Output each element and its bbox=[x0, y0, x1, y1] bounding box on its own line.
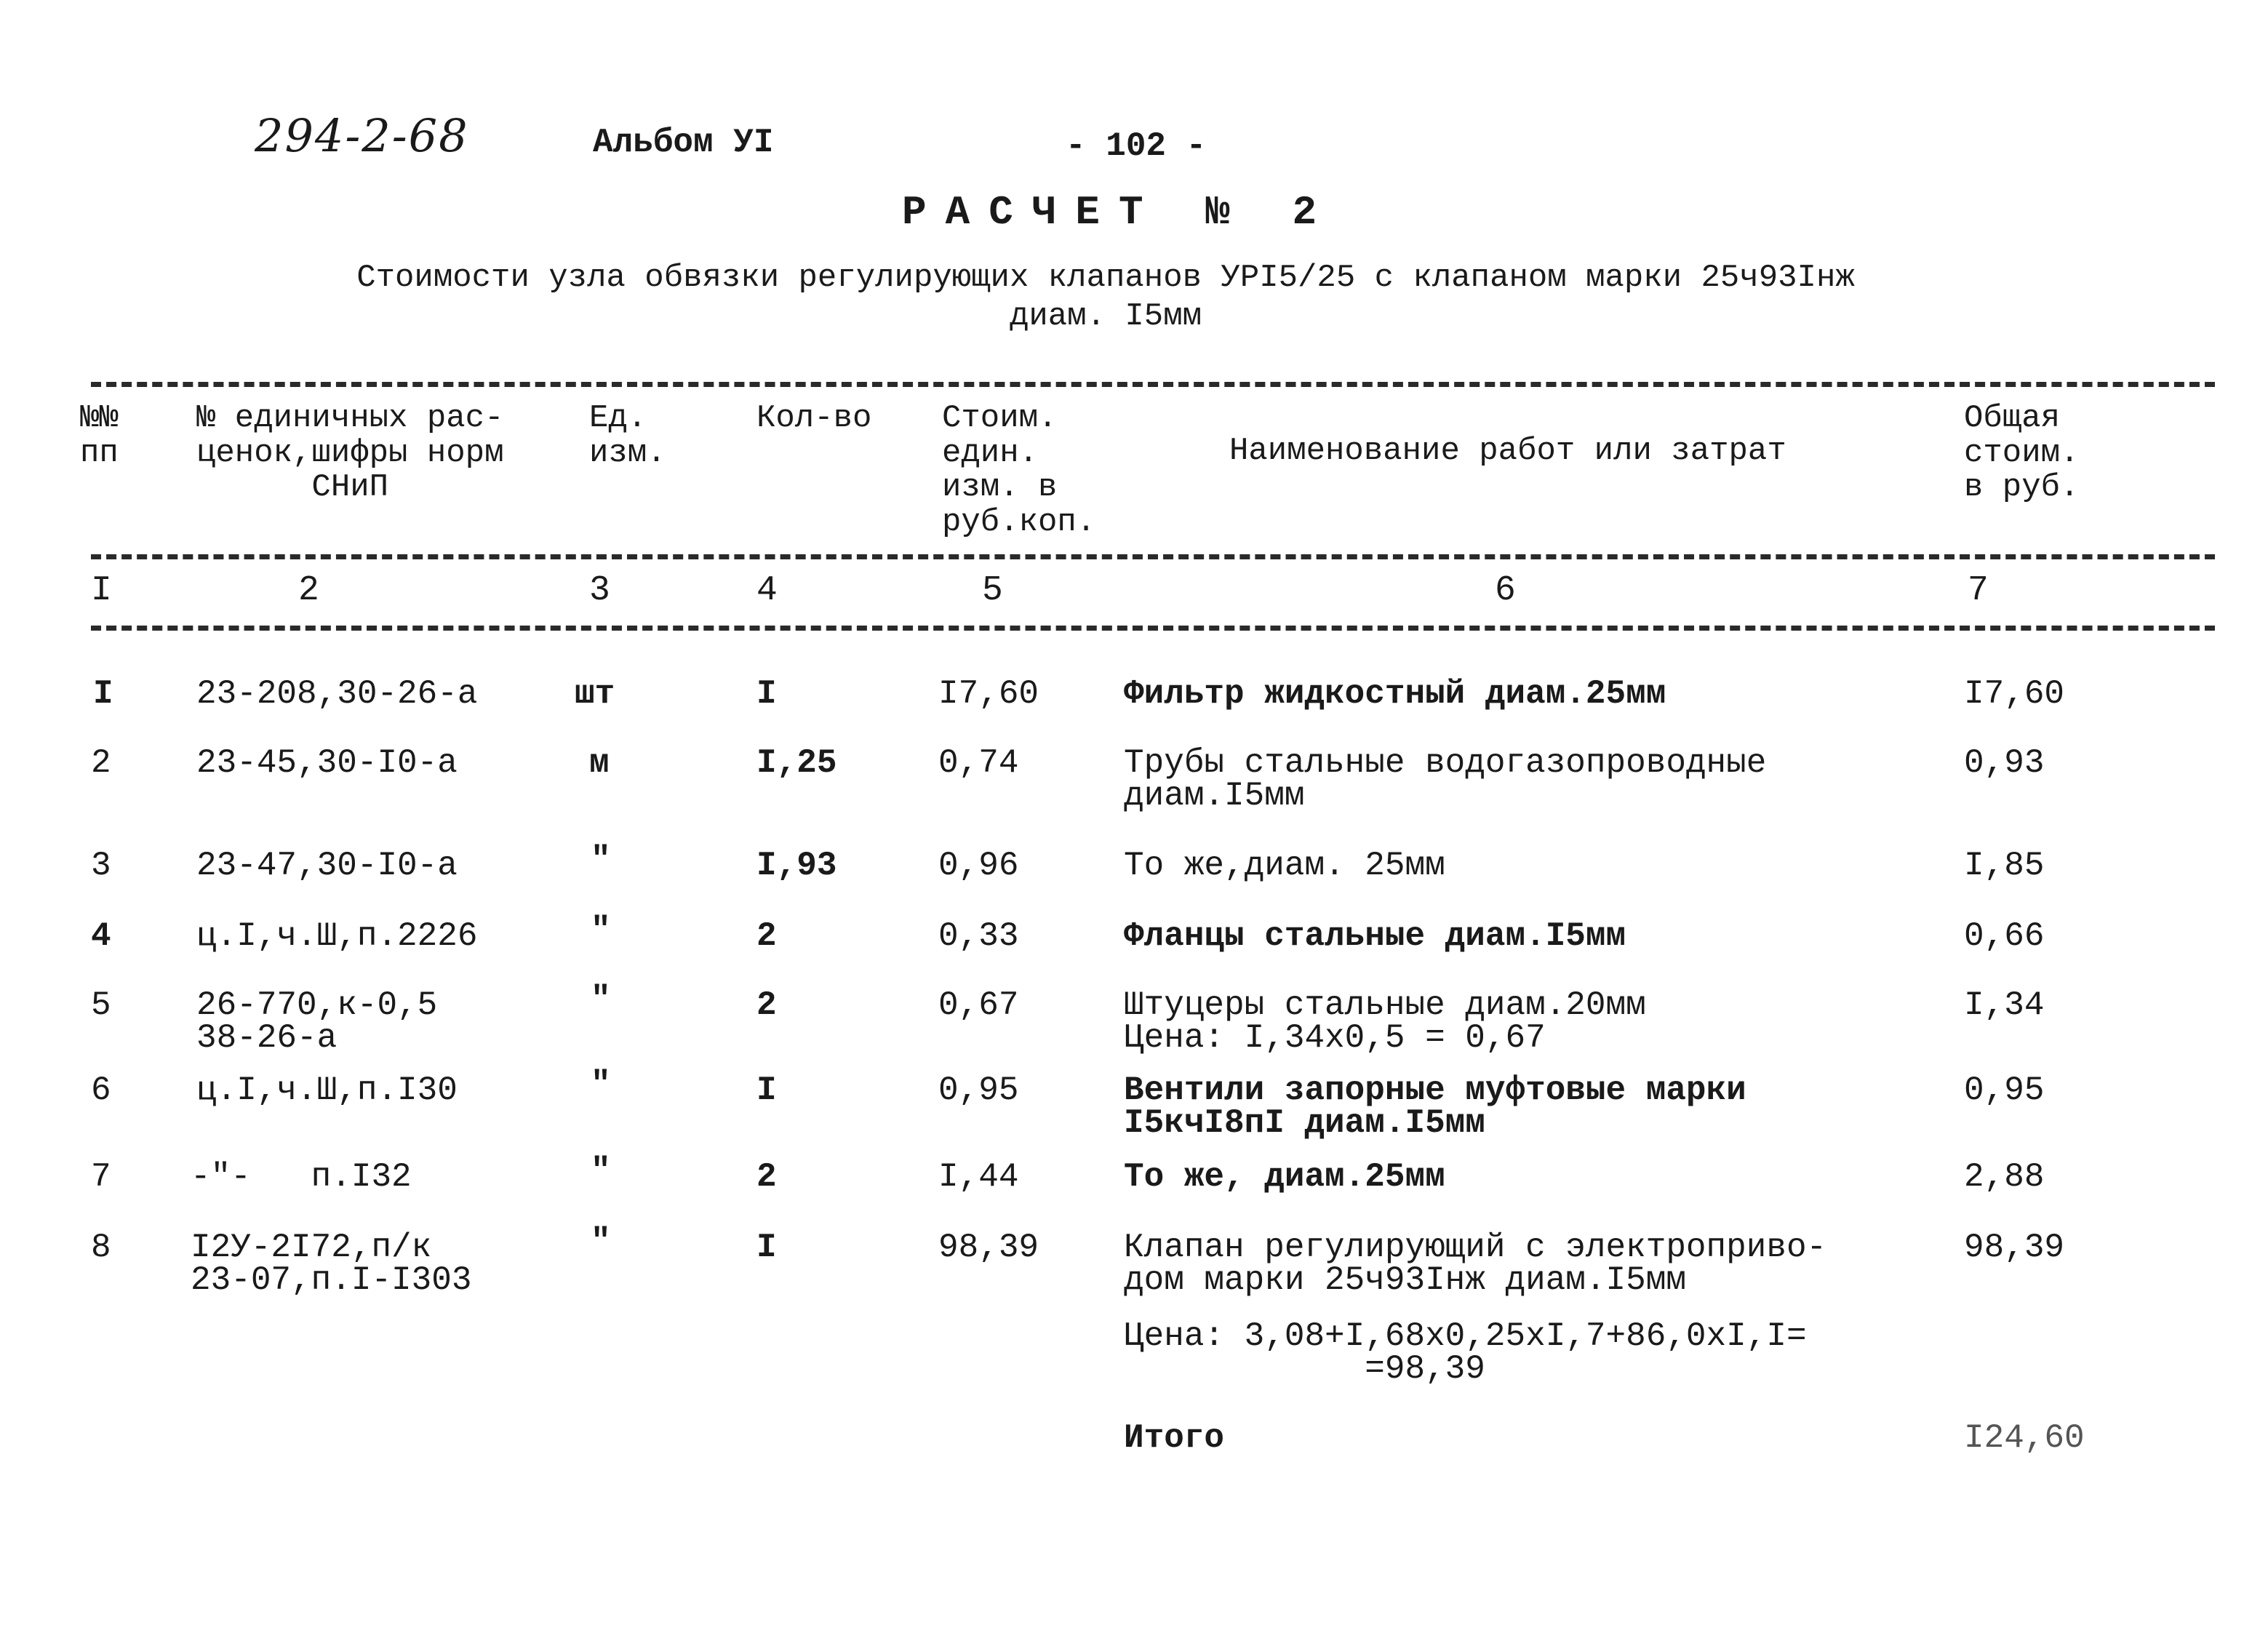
work-name: Фильтр жидкостный диам.25мм bbox=[1124, 675, 1666, 713]
work-name: То же, диам.25мм bbox=[1124, 1158, 1445, 1196]
total-cost: 0,95 bbox=[1964, 1071, 2045, 1109]
row-number: 4 bbox=[91, 917, 111, 955]
work-name: Штуцеры стальные диам.20мм Цена: I,34х0,5 = 0,67 bbox=[1124, 986, 1646, 1058]
table-top-rule bbox=[91, 382, 2215, 387]
work-name: Вентили запорные муфтовые марки I5кчI8пI диам.I5мм bbox=[1124, 1071, 1746, 1143]
column-numbers-rule bbox=[91, 626, 2215, 631]
column-number-6: 6 bbox=[1495, 571, 1516, 610]
unit: " bbox=[591, 1223, 611, 1261]
total-cost: 0,93 bbox=[1964, 744, 2045, 782]
rate-code: 23-47,30-I0-а bbox=[196, 847, 458, 885]
column-header-5: Стоим. един. изм. в руб.коп. bbox=[942, 400, 1096, 540]
quantity: I,25 bbox=[756, 744, 837, 782]
row-number: 7 bbox=[91, 1158, 111, 1196]
unit-price: 0,96 bbox=[938, 847, 1019, 885]
column-header-7: Общая стоим. в руб. bbox=[1964, 400, 2080, 506]
page-title: РАСЧЕТ № 2 bbox=[902, 189, 1336, 236]
total-cost: I,34 bbox=[1964, 986, 2045, 1024]
total-cost: 0,66 bbox=[1964, 917, 2045, 955]
work-name: Клапан регулирующий с электроприво- дом марки 25ч93Iнж диам.I5мм bbox=[1124, 1229, 1827, 1300]
total-value: I24,60 bbox=[1964, 1419, 2085, 1457]
total-cost: 2,88 bbox=[1964, 1158, 2045, 1196]
unit-price: 0,67 bbox=[938, 986, 1019, 1024]
total-cost: I,85 bbox=[1964, 847, 2045, 885]
column-header-3: Ед. изм. bbox=[589, 400, 666, 471]
unit: " bbox=[591, 911, 611, 949]
total-label: Итого bbox=[1124, 1419, 1225, 1457]
quantity: 2 bbox=[756, 1158, 777, 1196]
unit-price: I7,60 bbox=[938, 675, 1039, 713]
work-name: Фланцы стальные диам.I5мм bbox=[1124, 917, 1626, 955]
quantity: I bbox=[756, 1071, 777, 1109]
row-number: I bbox=[93, 675, 113, 713]
rate-code: ц.I,ч.Ш,п.I30 bbox=[196, 1071, 458, 1109]
row-number: 5 bbox=[91, 986, 111, 1024]
column-number-3: 3 bbox=[589, 571, 610, 610]
unit-price: 98,39 bbox=[938, 1229, 1039, 1266]
unit-price: 0,95 bbox=[938, 1071, 1019, 1109]
column-number-4: 4 bbox=[756, 571, 778, 610]
work-name: Трубы стальные водогазопроводные диам.I5мм bbox=[1124, 744, 1767, 815]
unit-price: 0,33 bbox=[938, 917, 1019, 955]
price-note: Цена: 3,08+I,68х0,25хI,7+86,0хI,I= =98,39 bbox=[1124, 1317, 1807, 1389]
unit: м bbox=[589, 744, 610, 782]
subtitle-line-2: диам. I5мм bbox=[1009, 298, 1202, 335]
rate-code: 23-45,30-I0-а bbox=[196, 744, 458, 782]
column-number-7: 7 bbox=[1968, 571, 1989, 610]
quantity: I bbox=[756, 675, 777, 713]
rate-code: 23-208,30-26-а bbox=[196, 675, 478, 713]
column-header-2: № единичных рас- ценок,шифры норм СНиП bbox=[196, 400, 504, 506]
page-number: - 102 - bbox=[1066, 127, 1207, 165]
total-cost: 98,39 bbox=[1964, 1229, 2065, 1266]
column-number-2: 2 bbox=[298, 571, 319, 610]
unit-price: 0,74 bbox=[938, 744, 1019, 782]
unit: " bbox=[591, 981, 611, 1018]
row-number: 3 bbox=[91, 847, 111, 885]
quantity: I bbox=[756, 1229, 777, 1266]
total-cost: I7,60 bbox=[1964, 675, 2065, 713]
row-number: 8 bbox=[91, 1229, 111, 1266]
subtitle-line-1: Стоимости узла обвязки регулирующих клапанов УРI5/25 с клапаном марки 25ч93Iнж bbox=[356, 260, 1855, 296]
rate-code: -"- п.I32 bbox=[191, 1158, 412, 1196]
rate-code: 26-770,к-0,5 38-26-а bbox=[196, 986, 438, 1058]
unit: " bbox=[591, 841, 611, 879]
column-header-6: Наименование работ или затрат bbox=[1229, 433, 1786, 469]
quantity: 2 bbox=[756, 917, 777, 955]
quantity: 2 bbox=[756, 986, 777, 1024]
unit: " bbox=[591, 1152, 611, 1190]
quantity: I,93 bbox=[756, 847, 837, 885]
unit: " bbox=[591, 1066, 611, 1103]
unit: шт bbox=[575, 675, 615, 713]
work-name: То же,диам. 25мм bbox=[1124, 847, 1445, 885]
header-bottom-rule bbox=[91, 554, 2215, 559]
column-number-1: I bbox=[91, 571, 112, 610]
rate-code: I2У-2I72,п/к 23-07,п.I-I303 bbox=[191, 1229, 472, 1300]
row-number: 6 bbox=[91, 1071, 111, 1109]
unit-price: I,44 bbox=[938, 1158, 1019, 1196]
column-header-1: №№ пп bbox=[80, 400, 119, 471]
rate-code: ц.I,ч.Ш,п.2226 bbox=[196, 917, 478, 955]
column-header-4: Кол-во bbox=[756, 400, 872, 436]
document-code: 294-2-68 bbox=[255, 109, 469, 162]
album-label: Альбом УI bbox=[593, 124, 774, 161]
column-number-5: 5 bbox=[982, 571, 1003, 610]
row-number: 2 bbox=[91, 744, 111, 782]
